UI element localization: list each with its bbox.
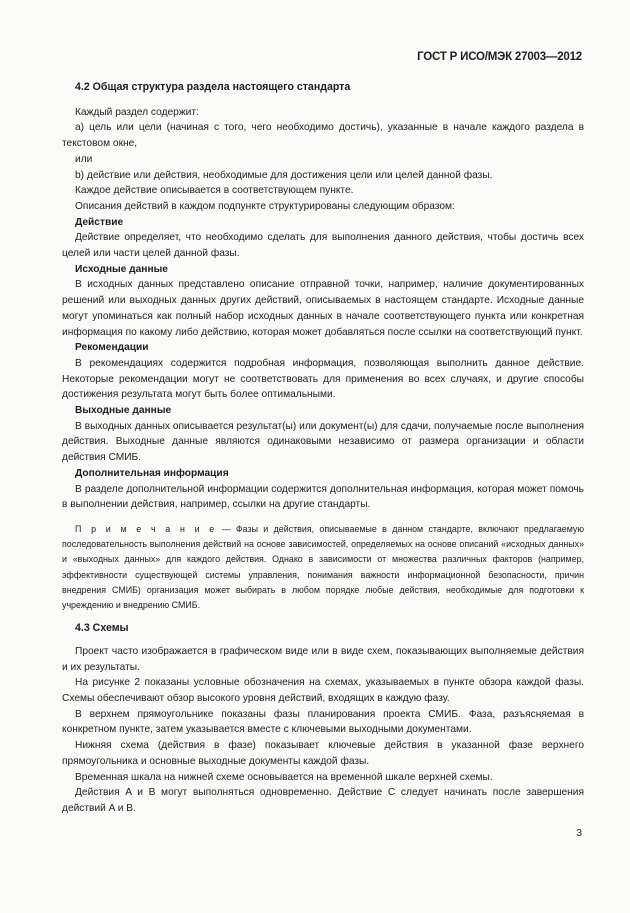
section-4-3-title: 4.3 Схемы [75,622,129,635]
paragraph: или [75,153,93,165]
note [62,522,584,613]
page-content [62,78,584,817]
paragraph: b) действие или действия, необходимые для достижения цели или целей данной фазы. [75,169,493,181]
paragraph: Действия A и B могут выполняться одновременно. Действие C следует начинать после завершения действий A и B. [62,787,584,814]
subheading-other-information: Дополнительная информация [75,467,229,479]
paragraph: Проект часто изображается в графическом виде или в виде схем, показывающих выполняемые действия и их результаты. [62,645,584,673]
paragraph: Действие определяет, что необходимо сделать для выполнения данного действия, чтобы достичь всех целей или части целей данной фазы. [62,232,584,260]
note-text: — Фазы и действия, описываемые в данном стандарте, включают предлагаемую последовательность выполнения действий на основе зависимостей, определяемых на основе описаний «исходных данных» и «выходных данных» для каждого действия. Однако в зависимости от множества различных факторов (например, эффективности существующей системы управления, понимания важности информационной безопасности, причин внедрения СМИБ) организация может выбирать в любом порядке любые действия, необходимые для подготовки к учреждению и внедрению СМИБ. [62,523,585,610]
subheading-guidance: Рекомендации [75,342,149,354]
paragraph: В выходных данных описывается результат(ы) или документ(ы) для сдачи, получаемые после выполнения действия. Выходные данные являются одинаковыми независимо от размера организации и области действия СМИБ. [62,420,584,464]
paragraph: В рекомендациях содержится подробная информация, позволяющая выполнить данное действие. Некоторые рекомендации могут не соответствовать для применения во всех случаях, и другие способы достижения результата могут быть более оптимальными. [62,357,584,401]
paragraph: Временная шкала на нижней схеме основывается на временной шкале верхней схемы. [75,771,493,783]
paragraph: В исходных данных представлено описание отправной точки, например, наличие документированных решений или выходных данных других действий, описываемых в настоящем стандарте. Исходные данные могут упоминаться как полный набор исходных данных в начале соответствующего пункта или конкретная информация по какому либо действию, которая может добавляться после ссылки на соответствующий пункт. [62,279,584,338]
document-header: ГОСТ Р ИСО/МЭК 27003—2012 [417,51,582,63]
subheading-output: Выходные данные [75,405,172,417]
paragraph: На рисунке 2 показаны условные обозначения на схемах, указываемых в пункте обзора каждой фазы. Схемы обеспечивают обзор высокого уровня действий, входящих в каждую фазу. [62,677,584,705]
section-4-2-title: 4.2 Общая структура раздела настоящего стандарта [75,81,351,93]
paragraph: Нижняя схема (действия в фазе) показывает ключевые действия в указанной фазе верхнего прямоугольника и основные выходные документы каждой фазы. [62,740,584,767]
note-label: П р и м е ч а н и е [75,523,217,534]
page-number: 3 [576,828,582,839]
subheading-input: Исходные данные [75,263,168,275]
paragraph: В верхнем прямоугольнике показаны фазы планирования проекта СМИБ. Фаза, разъясняемая в конкретном пункте, затем указывается вместе с ключевыми выходными документами. [62,708,584,736]
paragraph: Каждое действие описывается в соответствующем пункте. [75,185,354,197]
paragraph: Каждый раздел содержит: [75,106,199,118]
subheading-action: Действие [75,216,124,228]
paragraph: Описания действий в каждом подпункте структурированы следующим образом: [75,200,455,212]
paragraph: а) цель или цели (начиная с того, чего необходимо достичь), указанные в начале каждого раздела в текстовом окне, [62,122,584,150]
paragraph: В разделе дополнительной информации содержится дополнительная информация, которая может помочь в выполнении действия, например, ссылки на другие стандарты. [62,483,584,511]
